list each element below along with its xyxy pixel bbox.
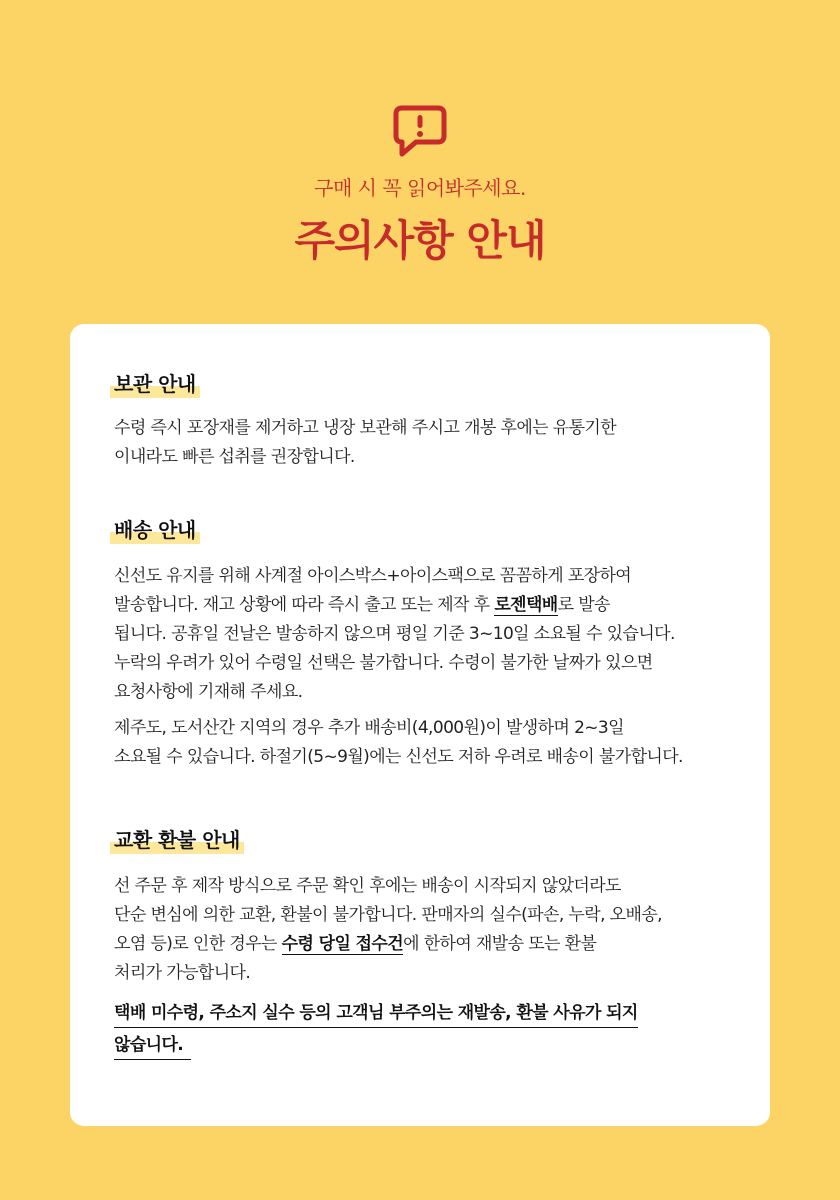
shipping-heading: 배송 안내 — [110, 516, 200, 544]
shipping-line-7: 소요될 수 있습니다. 하절기(5~9월)에는 신선도 저하 우려로 배송이 불가합니다. — [114, 747, 683, 767]
shipping-line-5: 요청사항에 기재해 주세요. — [114, 682, 303, 702]
shipping-section — [114, 516, 764, 772]
shipping-line-2-pre: 발송합니다. 재고 상황에 따라 즉시 출고 또는 제작 후 — [114, 595, 495, 615]
notice-line-2 — [114, 1030, 764, 1060]
shipping-line-2 — [114, 591, 764, 620]
exchange-line-2: 단순 변심에 의한 교환, 환불이 불가합니다. 판매자의 실수(파손, 누락, 오배송, — [114, 905, 662, 925]
exchange-heading: 교환 환불 안내 — [110, 826, 244, 854]
page-subtitle: 구매 시 꼭 읽어봐주세요. — [314, 176, 526, 200]
notice-line-1-text: 택배 미수령, 주소지 실수 등의 고객님 부주의는 재발송, 환불 사유가 되지 — [114, 998, 638, 1028]
same-day-claim-note: 수령 당일 접수건 — [281, 934, 404, 954]
shipping-line-3: 됩니다. 공휴일 전날은 발송하지 않으며 평일 기준 3~10일 소요될 수 있습니다. — [114, 624, 675, 644]
notice-card — [70, 324, 770, 1126]
shipping-line-4: 누락의 우려가 있어 수령일 선택은 불가합니다. 수령이 불가한 날짜가 있으면 — [114, 653, 653, 673]
exchange-line-3-post: 에 한하여 재발송 또는 환불 — [403, 934, 597, 954]
shipping-line-6: 제주도, 도서산간 지역의 경우 추가 배송비(4,000원)이 발생하며 2~3일 — [114, 718, 624, 738]
shipping-line-1: 신선도 유지를 위해 사계절 아이스박스+아이스팩으로 꼼꼼하게 포장하여 — [114, 566, 632, 586]
storage-section — [114, 370, 764, 472]
alert-speech-bubble-icon — [392, 102, 448, 158]
exchange-section — [114, 826, 764, 1060]
exchange-line-4: 처리가 가능합니다. — [114, 963, 251, 983]
exchange-text — [114, 872, 764, 988]
page-title: 주의사항 안내 — [294, 216, 546, 265]
storage-text — [114, 414, 764, 472]
exchange-line-1: 선 주문 후 제작 방식으로 주문 확인 후에는 배송이 시작되지 않았더라도 — [114, 876, 621, 896]
courier-name: 로젠택배 — [494, 595, 558, 615]
shipping-text — [114, 562, 764, 772]
exchange-line-3 — [114, 930, 764, 959]
notice-line-1 — [114, 998, 764, 1028]
exchange-line-3-pre: 오염 등)로 인한 경우는 — [114, 934, 282, 954]
storage-line-1: 수령 즉시 포장재를 제거하고 냉장 보관해 주시고 개봉 후에는 유통기한 — [114, 418, 617, 438]
storage-heading: 보관 안내 — [110, 370, 200, 398]
customer-fault-notice — [114, 998, 764, 1060]
storage-line-2: 이내라도 빠른 섭취를 권장합니다. — [114, 447, 355, 467]
shipping-line-2-post: 로 발송 — [557, 595, 610, 615]
notice-line-2-text: 않습니다. — [114, 1030, 191, 1060]
